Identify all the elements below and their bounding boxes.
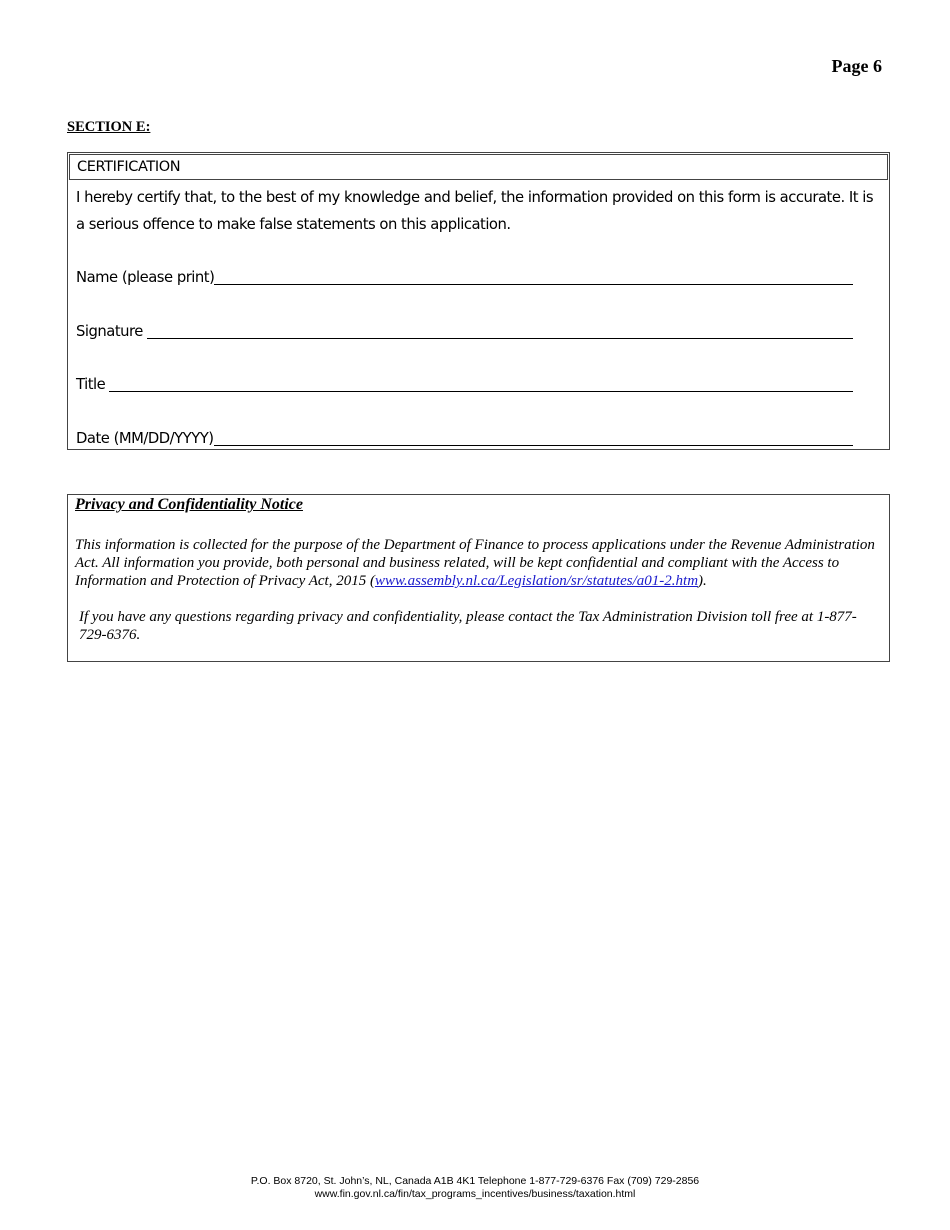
date-input-line[interactable] xyxy=(214,431,853,446)
signature-label: Signature xyxy=(76,323,143,340)
date-field xyxy=(76,430,853,448)
privacy-notice-title: Privacy and Confidentiality Notice xyxy=(75,496,303,513)
certification-statement: I hereby certify that, to the best of my knowledge and belief, the information provided on this form is accurate. It is a serious offence to make false statements on this application. xyxy=(76,189,874,233)
date-label: Date (MM/DD/YYYY) xyxy=(76,430,214,447)
name-label: Name (please print) xyxy=(76,269,215,286)
privacy-notice-box xyxy=(67,494,890,662)
signature-field xyxy=(76,323,853,341)
certification-box xyxy=(67,152,890,450)
name-input-line[interactable] xyxy=(214,270,853,285)
privacy-paragraph-2: If you have any questions regarding privacy and confidentiality, please contact the Tax Administration Division toll free at 1-877-729-6376. xyxy=(79,609,857,643)
signature-input-line[interactable] xyxy=(147,324,853,339)
privacy-paragraph-1 xyxy=(75,536,880,590)
title-label: Title xyxy=(76,376,106,393)
privacy-paragraph-1-end: ). xyxy=(698,573,707,589)
privacy-paragraph-1-text: This information is collected for the purpose of the Department of Finance to process applications under the Revenue Administration Act. All information you provide, both personal and business related, will be kept confidential and compliant with the Access to Information and Protection of Privacy Act, 2015 ( xyxy=(75,537,875,589)
name-field xyxy=(76,269,853,287)
section-heading: SECTION E: xyxy=(67,119,151,135)
title-input-line[interactable] xyxy=(109,377,853,392)
title-field xyxy=(76,376,853,394)
footer-address: P.O. Box 8720, St. John’s, NL, Canada A1B 4K1 Telephone 1-877-729-6376 Fax (709) 729-2856 xyxy=(250,1175,700,1187)
page-number: Page 6 xyxy=(831,56,882,76)
certification-header: CERTIFICATION xyxy=(69,154,888,180)
footer xyxy=(0,1175,950,1201)
footer-website: www.fin.gov.nl.ca/fin/tax_programs_incentives/business/taxation.html xyxy=(314,1188,636,1200)
legislation-link[interactable]: www.assembly.nl.ca/Legislation/sr/statutes/a01-2.htm xyxy=(374,573,699,589)
